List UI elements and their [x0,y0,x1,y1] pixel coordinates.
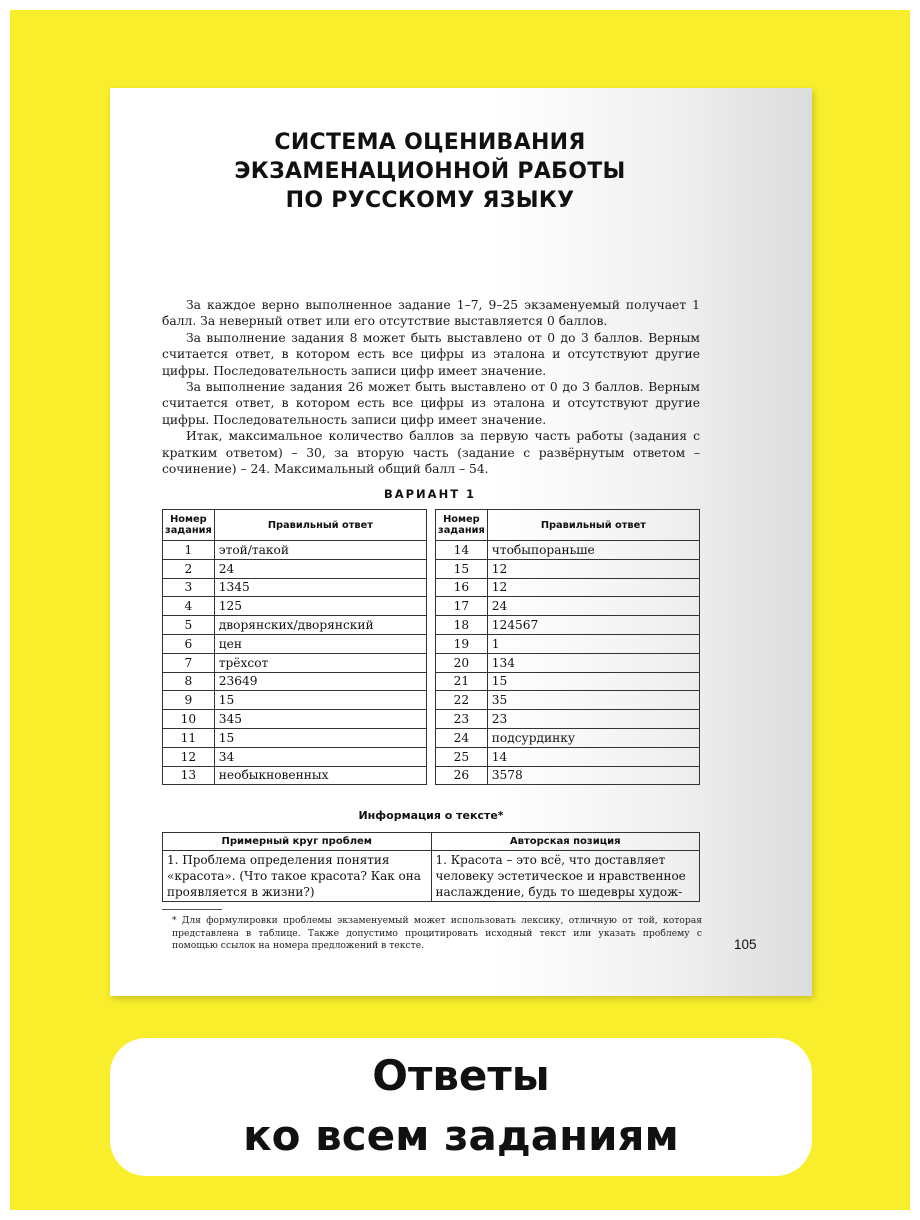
book-page [110,88,812,996]
correct-answer: цен [214,634,426,653]
task-number: 21 [436,672,488,691]
table-row [436,766,700,785]
correct-answer: 1345 [214,578,426,597]
correct-answer: 24 [214,559,426,578]
task-number: 18 [436,616,488,635]
table-row [163,672,427,691]
table-row [163,541,427,560]
author-position-text: 1. Красота – это всё, что доставляет человеку эстетическое и нравственное наслаждение, будь то шедевры худож- [435,853,686,899]
table-row [436,559,700,578]
paragraph: За выполнение задания 26 может быть выставлено от 0 до 3 баллов. Верным считается ответ, в котором есть все цифры из эталона и отсутствуют другие цифры. Последовательность записи цифр имеет значение. [162,380,700,427]
correct-answer: этой/такой [214,541,426,560]
table-row [436,672,700,691]
page-number: 105 [734,937,757,952]
title-line-1: СИСТЕМА ОЦЕНИВАНИЯ [274,130,586,155]
correct-answer: 15 [487,672,699,691]
text-info-table [162,832,700,902]
number-header [163,510,215,541]
task-number: 4 [163,597,215,616]
answer-header: Правильный ответ [487,510,699,541]
correct-answer: чтобыпораньше [487,541,699,560]
table-row [163,747,427,766]
task-number: 15 [436,559,488,578]
answers-table-right [435,509,700,785]
correct-answer: 34 [214,747,426,766]
table-row [436,710,700,729]
task-number: 2 [163,559,215,578]
table-row [163,710,427,729]
task-number: 9 [163,691,215,710]
correct-answer: 1 [487,634,699,653]
task-number: 16 [436,578,488,597]
table-row [163,728,427,747]
task-number: 10 [163,710,215,729]
correct-answer: 125 [214,597,426,616]
page-title [110,128,750,215]
table-row [436,653,700,672]
task-number: 17 [436,597,488,616]
paragraph: За выполнение задания 8 может быть выставлено от 0 до 3 баллов. Верным считается ответ, в котором есть все цифры из эталона и отсутствуют другие цифры. Последовательность записи цифр имеет значение. [162,330,700,378]
task-number: 12 [163,747,215,766]
text-info-title: Информация о тексте* [358,809,504,822]
answers-table-left [162,509,427,785]
task-number: 6 [163,634,215,653]
task-number: 20 [436,653,488,672]
scoring-rules-text [162,297,700,477]
problems-text: 1. Проблема определения понятия «красота». (Что такое красота? Как она проявляется в жизни?) [167,853,421,899]
table-row [436,634,700,653]
correct-answer: подсурдинку [487,728,699,747]
table-row [436,616,700,635]
table-row [163,616,427,635]
table-row [163,597,427,616]
correct-answer: 12 [487,578,699,597]
footnote: * Для формулировки проблемы экзаменуемый может использовать лексику, отличную от той, которая представлена в таблице. Также допустимо процитировать исходный текст или указать проблему с помощью ссылок на номера предложений в тексте. [172,915,702,951]
correct-answer: дворянских/дворянский [214,616,426,635]
table-row [163,578,427,597]
correct-answer: необыкновенных [214,766,426,785]
author-position-header: Авторская позиция [431,833,700,851]
banner-text [110,1046,812,1166]
correct-answer: 12 [487,559,699,578]
task-number: 1 [163,541,215,560]
task-number: 11 [163,728,215,747]
task-number: 26 [436,766,488,785]
table-row [163,634,427,653]
answer-header: Правильный ответ [214,510,426,541]
table-row [436,578,700,597]
table-row [436,728,700,747]
table-row [163,691,427,710]
task-number: 7 [163,653,215,672]
task-number: 13 [163,766,215,785]
number-header-line2: задания [165,525,212,536]
correct-answer: 345 [214,710,426,729]
problems-cell [163,851,432,902]
problems-header: Примерный круг проблем [163,833,432,851]
task-number: 8 [163,672,215,691]
paragraph: Итак, максимальное количество баллов за первую часть работы (задания с кратким ответом) – 30, за вторую часть (задание с развёрнутым ответом – сочинение) – 24. Максимальный общий балл – 54. [162,429,700,477]
table-row [163,766,427,785]
number-header-line1: Номер [170,514,207,525]
table-row [436,691,700,710]
correct-answer: 35 [487,691,699,710]
correct-answer: трёхсот [214,653,426,672]
table-row [436,597,700,616]
banner-line-2: ко всем заданиям [243,1111,679,1160]
task-number: 14 [436,541,488,560]
footnote-divider [162,909,222,910]
correct-answer: 14 [487,747,699,766]
task-number: 22 [436,691,488,710]
correct-answer: 124567 [487,616,699,635]
task-number: 5 [163,616,215,635]
author-position-cell [431,851,700,902]
correct-answer: 15 [214,728,426,747]
correct-answer: 15 [214,691,426,710]
correct-answer: 134 [487,653,699,672]
variant-title: ВАРИАНТ 1 [383,487,477,501]
banner-line-1: Ответы [372,1051,550,1100]
task-number: 3 [163,578,215,597]
table-row [163,653,427,672]
number-header-line2: задания [438,525,485,536]
correct-answer: 3578 [487,766,699,785]
table-row [436,747,700,766]
task-number: 19 [436,634,488,653]
table-row [163,559,427,578]
number-header-line1: Номер [443,514,480,525]
task-number: 23 [436,710,488,729]
correct-answer: 24 [487,597,699,616]
title-line-3: ПО РУССКОМУ ЯЗЫКУ [285,188,575,213]
paragraph: За каждое верно выполненное задание 1–7, 9–25 экзаменуемый получает 1 балл. За неверный ответ или его отсутствие выставляется 0 баллов. [162,298,700,329]
table-row [436,541,700,560]
correct-answer: 23 [487,710,699,729]
number-header [436,510,488,541]
title-line-2: ЭКЗАМЕНАЦИОННОЙ РАБОТЫ [234,159,626,184]
caption-banner [110,1038,812,1176]
task-number: 24 [436,728,488,747]
task-number: 25 [436,747,488,766]
correct-answer: 23649 [214,672,426,691]
